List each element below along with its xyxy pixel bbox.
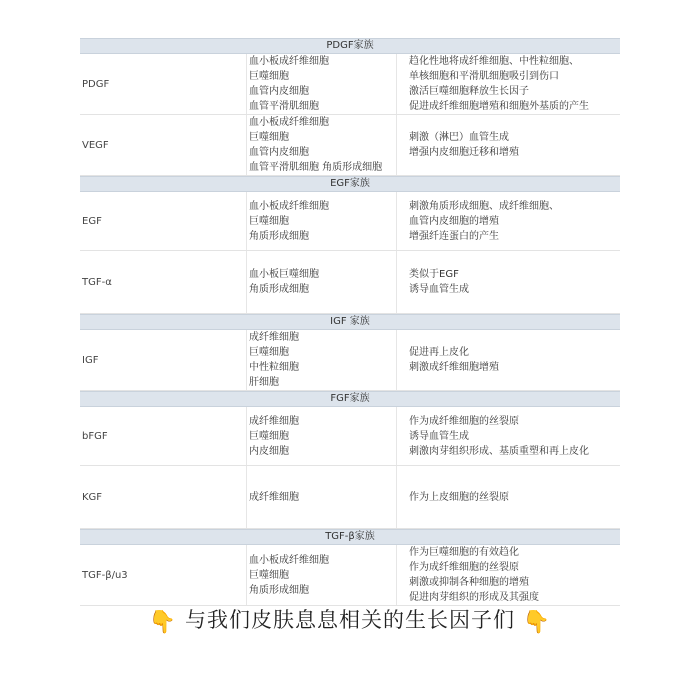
effects — [396, 251, 620, 313]
source-cell-line: 成纤维细胞 — [249, 491, 299, 503]
effect-line: 刺激或抑制各种细胞的增殖 — [409, 577, 529, 588]
effects — [396, 545, 620, 605]
effect-line: 作为成纤维细胞的丝裂原 — [409, 415, 519, 427]
table-row — [80, 115, 620, 176]
effect-line: 诱导血管生成 — [409, 430, 469, 442]
source-cell-line: 血小板成纤维细胞 — [249, 56, 329, 67]
source-cell-line: 血管内皮细胞 — [249, 147, 309, 158]
factor-name: PDGF — [82, 78, 110, 90]
factor-name: bFGF — [82, 430, 108, 442]
source-cell-line: 血管平滑肌细胞 角质形成细胞 — [249, 162, 383, 173]
effect-line: 刺激角质形成细胞、成纤维细胞、 — [409, 200, 559, 212]
source-cell-line: 巨噬细胞 — [249, 430, 289, 442]
source-cell-line: 角质形成细胞 — [249, 284, 309, 295]
effect-line: 激活巨噬细胞释放生长因子 — [409, 86, 529, 97]
factor-name: TGF-β/u3 — [82, 569, 128, 581]
source-cell-line: 血小板巨噬细胞 — [249, 269, 319, 280]
factor-name: KGF — [82, 491, 103, 503]
effect-line: 增强内皮细胞迁移和增殖 — [409, 147, 519, 158]
effect-line: 促进肉芽组织的形成及其强度 — [409, 592, 539, 603]
source-cell-line: 角质形成细胞 — [249, 584, 309, 596]
source-cell-line: 血小板成纤维细胞 — [249, 117, 329, 128]
source-cell-line: 血管平滑肌细胞 — [249, 101, 319, 112]
source-cell-line: 血小板成纤维细胞 — [249, 200, 329, 212]
source-cells — [246, 330, 396, 390]
source-cell-line: 肝细胞 — [249, 377, 279, 388]
source-cells — [246, 192, 396, 250]
effect-line: 刺激成纤维细胞增殖 — [409, 362, 499, 373]
factor-name: TGF-α — [82, 276, 112, 288]
pointing-down-hand-icon: 👇 — [148, 610, 178, 635]
effects — [396, 54, 620, 114]
effect-line: 增强纤连蛋白的产生 — [409, 230, 499, 242]
table-row — [80, 466, 620, 529]
effect-line: 刺激（淋巴）血管生成 — [409, 132, 509, 143]
family-header: IGF 家族 — [80, 314, 620, 330]
table-row — [80, 407, 620, 466]
family-header: EGF家族 — [80, 176, 620, 192]
source-cells — [246, 54, 396, 114]
effect-line: 趋化性地将成纤维细胞、中性粒细胞、 — [409, 56, 579, 67]
caption-text: 与我们皮肤息息相关的生长因子们 — [185, 608, 515, 632]
source-cell-line: 成纤维细胞 — [249, 415, 299, 427]
family-header: FGF家族 — [80, 391, 620, 407]
source-cells — [246, 466, 396, 528]
source-cell-line: 巨噬细胞 — [249, 569, 289, 581]
source-cells — [246, 115, 396, 175]
effect-line: 作为上皮细胞的丝裂原 — [409, 491, 509, 503]
table-row — [80, 330, 620, 391]
factor-name: VEGF — [82, 139, 109, 151]
caption — [0, 604, 700, 635]
effect-line: 作为成纤维细胞的丝裂原 — [409, 562, 519, 573]
source-cell-line: 成纤维细胞 — [249, 332, 299, 343]
source-cell-line: 血管内皮细胞 — [249, 86, 309, 97]
source-cell-line: 内皮细胞 — [249, 445, 289, 457]
table-row — [80, 545, 620, 606]
source-cell-line: 血小板成纤维细胞 — [249, 554, 329, 566]
source-cell-line: 角质形成细胞 — [249, 230, 309, 242]
source-cells — [246, 407, 396, 465]
effect-line: 类似于EGF — [409, 269, 459, 280]
effects — [396, 115, 620, 175]
table-row — [80, 251, 620, 314]
source-cells — [246, 545, 396, 605]
effect-line: 促进再上皮化 — [409, 347, 469, 358]
effects — [396, 466, 620, 528]
effects — [396, 192, 620, 250]
effects — [396, 407, 620, 465]
table-row — [80, 54, 620, 115]
effect-line: 促进成纤维细胞增殖和细胞外基质的产生 — [409, 101, 589, 112]
source-cell-line: 巨噬细胞 — [249, 132, 289, 143]
family-header: TGF-β家族 — [80, 529, 620, 545]
source-cell-line: 巨噬细胞 — [249, 71, 289, 82]
source-cell-line: 巨噬细胞 — [249, 347, 289, 358]
factor-name: EGF — [82, 215, 102, 227]
effects — [396, 330, 620, 390]
source-cell-line: 巨噬细胞 — [249, 215, 289, 227]
effect-line: 单核细胞和平滑肌细胞吸引到伤口 — [409, 71, 559, 82]
table-row — [80, 192, 620, 251]
effect-line: 血管内皮细胞的增殖 — [409, 215, 499, 227]
source-cells — [246, 251, 396, 313]
factor-name: IGF — [82, 354, 99, 366]
effect-line: 诱导血管生成 — [409, 284, 469, 295]
pointing-down-hand-icon: 👇 — [522, 610, 552, 635]
effect-line: 作为巨噬细胞的有效趋化 — [409, 547, 519, 558]
growth-factor-table — [80, 38, 620, 606]
effect-line: 刺激肉芽组织形成、基质重塑和再上皮化 — [409, 445, 589, 457]
source-cell-line: 中性粒细胞 — [249, 362, 299, 373]
family-header: PDGF家族 — [80, 38, 620, 54]
